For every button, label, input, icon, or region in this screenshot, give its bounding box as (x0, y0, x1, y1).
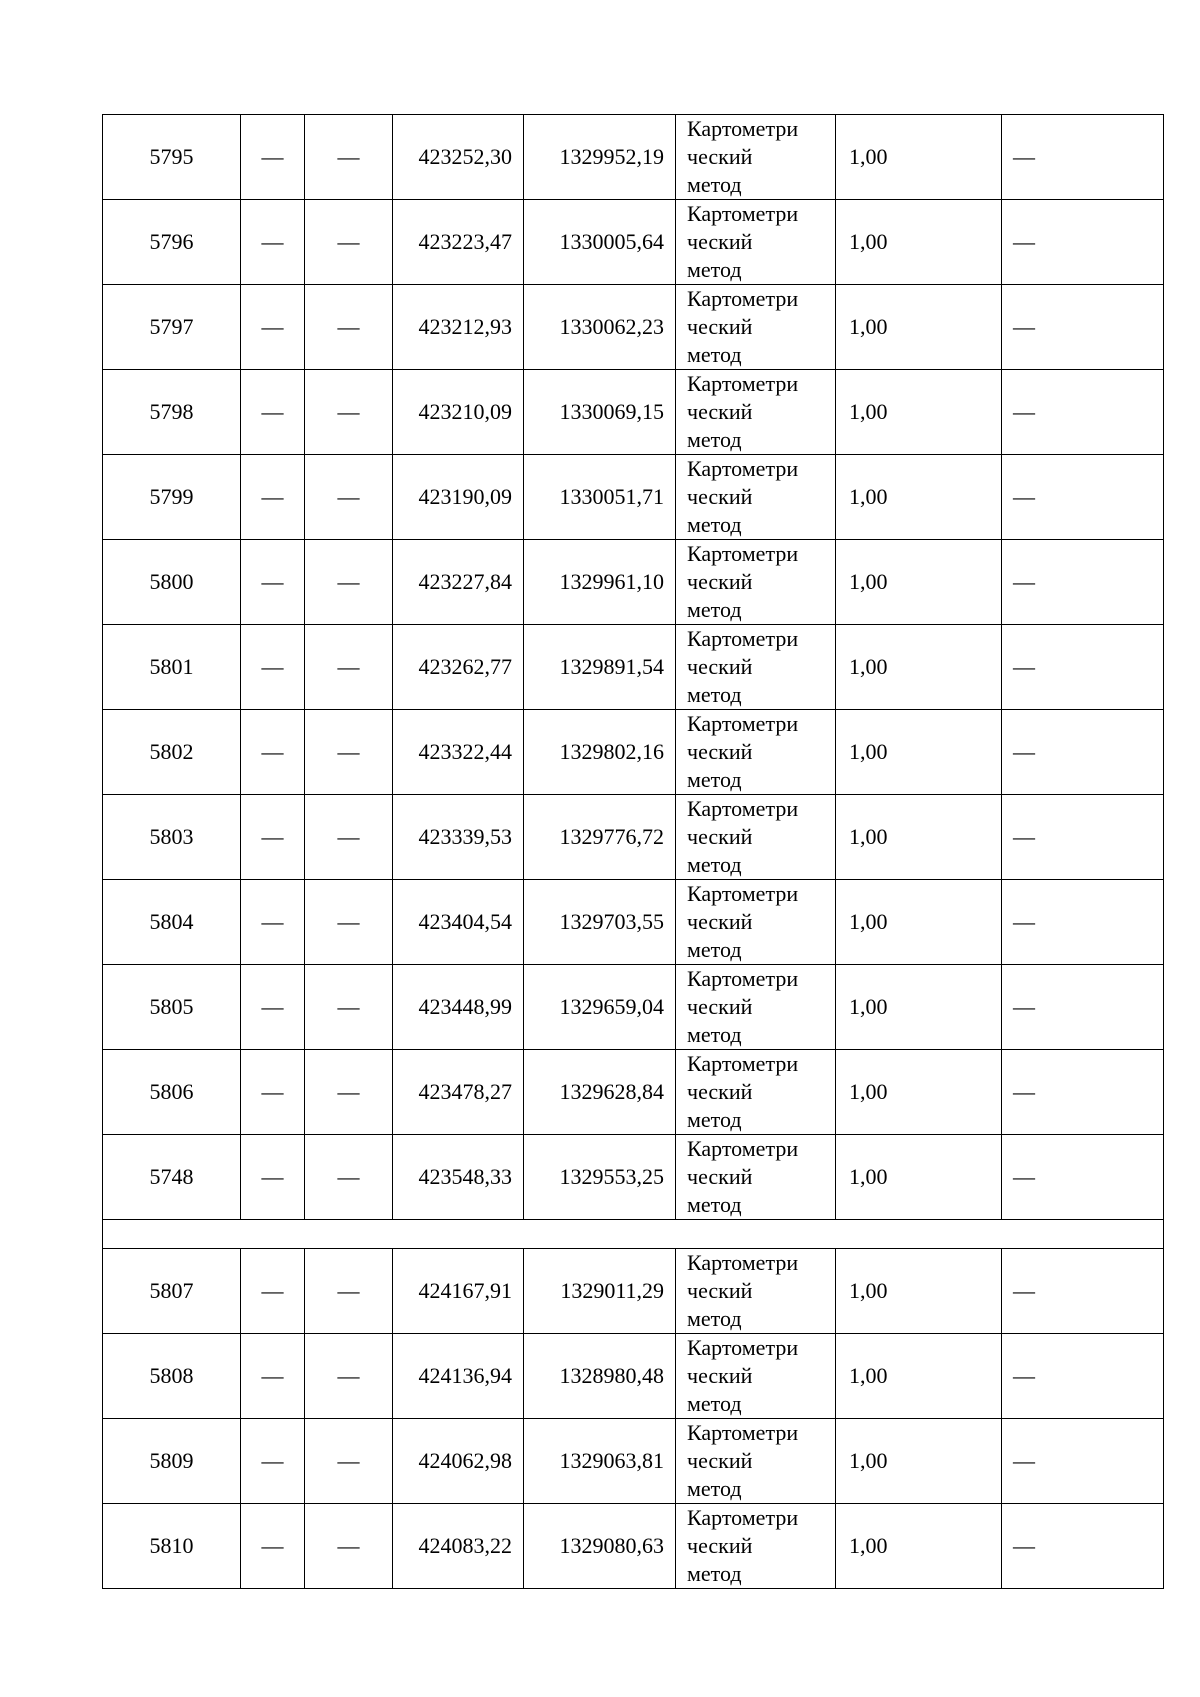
table-row (103, 1504, 1164, 1589)
method-text-line: ческий (687, 824, 753, 849)
dash-cell: — (241, 200, 305, 285)
accuracy-cell: 1,00 (836, 880, 1002, 965)
dash-cell: — (305, 710, 393, 795)
method-text-line: метод (687, 1107, 742, 1132)
method-cell (676, 1504, 836, 1589)
x-coordinate-cell: 423322,44 (393, 710, 524, 795)
method-cell (676, 880, 836, 965)
method-text-line: ческий (687, 739, 753, 764)
method-text-line: ческий (687, 1363, 753, 1388)
y-coordinate-cell: 1330062,23 (524, 285, 676, 370)
table-row (103, 965, 1164, 1050)
y-coordinate-cell: 1329891,54 (524, 625, 676, 710)
dash-cell: — (305, 965, 393, 1050)
y-coordinate-cell: 1329628,84 (524, 1050, 676, 1135)
point-number-cell: 5748 (103, 1135, 241, 1220)
method-text-line: ческий (687, 399, 753, 424)
accuracy-cell: 1,00 (836, 1050, 1002, 1135)
dash-cell: — (305, 1419, 393, 1504)
method-text-line: Картометри (687, 711, 799, 736)
point-number-cell: 5810 (103, 1504, 241, 1589)
point-number-cell: 5803 (103, 795, 241, 880)
dash-cell: — (305, 1135, 393, 1220)
dash-cell: — (1002, 880, 1164, 965)
dash-cell: — (1002, 1135, 1164, 1220)
dash-cell: — (241, 880, 305, 965)
table-row (103, 285, 1164, 370)
point-number-cell: 5806 (103, 1050, 241, 1135)
point-number-cell: 5809 (103, 1419, 241, 1504)
y-coordinate-cell: 1330051,71 (524, 455, 676, 540)
accuracy-cell: 1,00 (836, 1504, 1002, 1589)
method-cell (676, 1249, 836, 1334)
y-coordinate-cell: 1329553,25 (524, 1135, 676, 1220)
accuracy-cell: 1,00 (836, 1419, 1002, 1504)
method-text-line: Картометри (687, 371, 799, 396)
method-cell (676, 795, 836, 880)
method-text-line: ческий (687, 654, 753, 679)
point-number-cell: 5804 (103, 880, 241, 965)
y-coordinate-cell: 1329802,16 (524, 710, 676, 795)
y-coordinate-cell: 1328980,48 (524, 1334, 676, 1419)
accuracy-cell: 1,00 (836, 710, 1002, 795)
table-row (103, 625, 1164, 710)
dash-cell: — (1002, 540, 1164, 625)
dash-cell: — (241, 1504, 305, 1589)
method-text-line: Картометри (687, 796, 799, 821)
method-text-line: метод (687, 682, 742, 707)
y-coordinate-cell: 1330005,64 (524, 200, 676, 285)
table-row (103, 795, 1164, 880)
dash-cell: — (241, 540, 305, 625)
dash-cell: — (241, 1050, 305, 1135)
accuracy-cell: 1,00 (836, 455, 1002, 540)
x-coordinate-cell: 423252,30 (393, 115, 524, 200)
method-cell (676, 455, 836, 540)
x-coordinate-cell: 423212,93 (393, 285, 524, 370)
point-number-cell: 5796 (103, 200, 241, 285)
point-number-cell: 5807 (103, 1249, 241, 1334)
accuracy-cell: 1,00 (836, 625, 1002, 710)
dash-cell: — (305, 880, 393, 965)
dash-cell: — (305, 285, 393, 370)
x-coordinate-cell: 424062,98 (393, 1419, 524, 1504)
y-coordinate-cell: 1329703,55 (524, 880, 676, 965)
dash-cell: — (305, 1249, 393, 1334)
x-coordinate-cell: 424167,91 (393, 1249, 524, 1334)
point-number-cell: 5799 (103, 455, 241, 540)
x-coordinate-cell: 423339,53 (393, 795, 524, 880)
method-text-line: ческий (687, 1448, 753, 1473)
x-coordinate-cell: 423190,09 (393, 455, 524, 540)
x-coordinate-cell: 423210,09 (393, 370, 524, 455)
dash-cell: — (241, 455, 305, 540)
method-cell (676, 200, 836, 285)
dash-cell: — (241, 625, 305, 710)
method-text-line: Картометри (687, 1136, 799, 1161)
method-cell (676, 1050, 836, 1135)
y-coordinate-cell: 1330069,15 (524, 370, 676, 455)
dash-cell: — (1002, 965, 1164, 1050)
y-coordinate-cell: 1329063,81 (524, 1419, 676, 1504)
y-coordinate-cell: 1329659,04 (524, 965, 676, 1050)
method-text-line: Картометри (687, 881, 799, 906)
dash-cell: — (1002, 625, 1164, 710)
method-text-line: ческий (687, 484, 753, 509)
dash-cell: — (241, 285, 305, 370)
dash-cell: — (1002, 285, 1164, 370)
dash-cell: — (1002, 370, 1164, 455)
accuracy-cell: 1,00 (836, 795, 1002, 880)
method-text-line: Картометри (687, 966, 799, 991)
dash-cell: — (305, 455, 393, 540)
dash-cell: — (305, 1050, 393, 1135)
method-cell (676, 370, 836, 455)
x-coordinate-cell: 423227,84 (393, 540, 524, 625)
table-row (103, 880, 1164, 965)
y-coordinate-cell: 1329080,63 (524, 1504, 676, 1589)
method-cell (676, 540, 836, 625)
accuracy-cell: 1,00 (836, 1249, 1002, 1334)
point-number-cell: 5800 (103, 540, 241, 625)
method-text-line: ческий (687, 1164, 753, 1189)
method-cell (676, 625, 836, 710)
table-row (103, 370, 1164, 455)
method-text-line: Картометри (687, 1335, 799, 1360)
method-text-line: метод (687, 937, 742, 962)
method-text-line: метод (687, 767, 742, 792)
dash-cell: — (1002, 200, 1164, 285)
dash-cell: — (241, 115, 305, 200)
dash-cell: — (241, 710, 305, 795)
dash-cell: — (1002, 455, 1164, 540)
separator-cell (103, 1220, 1164, 1249)
y-coordinate-cell: 1329011,29 (524, 1249, 676, 1334)
method-text-line: метод (687, 1561, 742, 1586)
method-text-line: ческий (687, 1278, 753, 1303)
table-separator-row (103, 1220, 1164, 1249)
method-text-line: метод (687, 427, 742, 452)
coordinates-table (102, 114, 1164, 1589)
method-text-line: ческий (687, 144, 753, 169)
method-text-line: метод (687, 257, 742, 282)
table-row (103, 115, 1164, 200)
method-text-line: Картометри (687, 1420, 799, 1445)
method-text-line: ческий (687, 994, 753, 1019)
x-coordinate-cell: 423223,47 (393, 200, 524, 285)
dash-cell: — (241, 370, 305, 455)
dash-cell: — (241, 1135, 305, 1220)
method-text-line: Картометри (687, 626, 799, 651)
method-text-line: ческий (687, 909, 753, 934)
table-row (103, 200, 1164, 285)
x-coordinate-cell: 423262,77 (393, 625, 524, 710)
dash-cell: — (305, 625, 393, 710)
method-text-line: метод (687, 1022, 742, 1047)
point-number-cell: 5795 (103, 115, 241, 200)
method-text-line: ческий (687, 314, 753, 339)
x-coordinate-cell: 423448,99 (393, 965, 524, 1050)
method-text-line: метод (687, 512, 742, 537)
method-text-line: ческий (687, 1533, 753, 1558)
dash-cell: — (241, 965, 305, 1050)
dash-cell: — (305, 1334, 393, 1419)
point-number-cell: 5797 (103, 285, 241, 370)
table-row (103, 1135, 1164, 1220)
table-row (103, 710, 1164, 795)
method-text-line: ческий (687, 1079, 753, 1104)
accuracy-cell: 1,00 (836, 540, 1002, 625)
y-coordinate-cell: 1329952,19 (524, 115, 676, 200)
x-coordinate-cell: 424136,94 (393, 1334, 524, 1419)
dash-cell: — (1002, 1050, 1164, 1135)
dash-cell: — (1002, 1419, 1164, 1504)
dash-cell: — (1002, 115, 1164, 200)
method-cell (676, 115, 836, 200)
method-text-line: метод (687, 597, 742, 622)
dash-cell: — (1002, 795, 1164, 880)
method-text-line: метод (687, 1391, 742, 1416)
accuracy-cell: 1,00 (836, 370, 1002, 455)
dash-cell: — (1002, 1504, 1164, 1589)
method-text-line: метод (687, 172, 742, 197)
y-coordinate-cell: 1329961,10 (524, 540, 676, 625)
x-coordinate-cell: 423548,33 (393, 1135, 524, 1220)
method-text-line: Картометри (687, 456, 799, 481)
method-text-line: метод (687, 1476, 742, 1501)
dash-cell: — (305, 115, 393, 200)
accuracy-cell: 1,00 (836, 1334, 1002, 1419)
table-row (103, 455, 1164, 540)
method-cell (676, 1334, 836, 1419)
dash-cell: — (241, 1419, 305, 1504)
method-text-line: метод (687, 852, 742, 877)
method-cell (676, 965, 836, 1050)
method-text-line: Картометри (687, 201, 799, 226)
x-coordinate-cell: 424083,22 (393, 1504, 524, 1589)
dash-cell: — (305, 370, 393, 455)
accuracy-cell: 1,00 (836, 115, 1002, 200)
method-text-line: Картометри (687, 286, 799, 311)
dash-cell: — (305, 200, 393, 285)
table-row (103, 1249, 1164, 1334)
method-cell (676, 285, 836, 370)
dash-cell: — (1002, 1249, 1164, 1334)
dash-cell: — (305, 1504, 393, 1589)
accuracy-cell: 1,00 (836, 285, 1002, 370)
accuracy-cell: 1,00 (836, 200, 1002, 285)
dash-cell: — (1002, 710, 1164, 795)
accuracy-cell: 1,00 (836, 965, 1002, 1050)
point-number-cell: 5802 (103, 710, 241, 795)
table-row (103, 540, 1164, 625)
table-row (103, 1419, 1164, 1504)
y-coordinate-cell: 1329776,72 (524, 795, 676, 880)
point-number-cell: 5798 (103, 370, 241, 455)
method-cell (676, 1135, 836, 1220)
method-text-line: Картометри (687, 116, 799, 141)
method-text-line: Картометри (687, 1051, 799, 1076)
dash-cell: — (1002, 1334, 1164, 1419)
accuracy-cell: 1,00 (836, 1135, 1002, 1220)
method-text-line: Картометри (687, 541, 799, 566)
point-number-cell: 5805 (103, 965, 241, 1050)
method-text-line: метод (687, 342, 742, 367)
dash-cell: — (241, 795, 305, 880)
method-cell (676, 1419, 836, 1504)
dash-cell: — (305, 540, 393, 625)
method-text-line: ческий (687, 569, 753, 594)
method-text-line: Картометри (687, 1505, 799, 1530)
method-text-line: ческий (687, 229, 753, 254)
point-number-cell: 5808 (103, 1334, 241, 1419)
dash-cell: — (241, 1249, 305, 1334)
dash-cell: — (241, 1334, 305, 1419)
method-cell (676, 710, 836, 795)
method-text-line: Картометри (687, 1250, 799, 1275)
x-coordinate-cell: 423478,27 (393, 1050, 524, 1135)
x-coordinate-cell: 423404,54 (393, 880, 524, 965)
point-number-cell: 5801 (103, 625, 241, 710)
method-text-line: метод (687, 1192, 742, 1217)
method-text-line: метод (687, 1306, 742, 1331)
table-row (103, 1334, 1164, 1419)
dash-cell: — (305, 795, 393, 880)
table-row (103, 1050, 1164, 1135)
table-body (103, 115, 1164, 1589)
